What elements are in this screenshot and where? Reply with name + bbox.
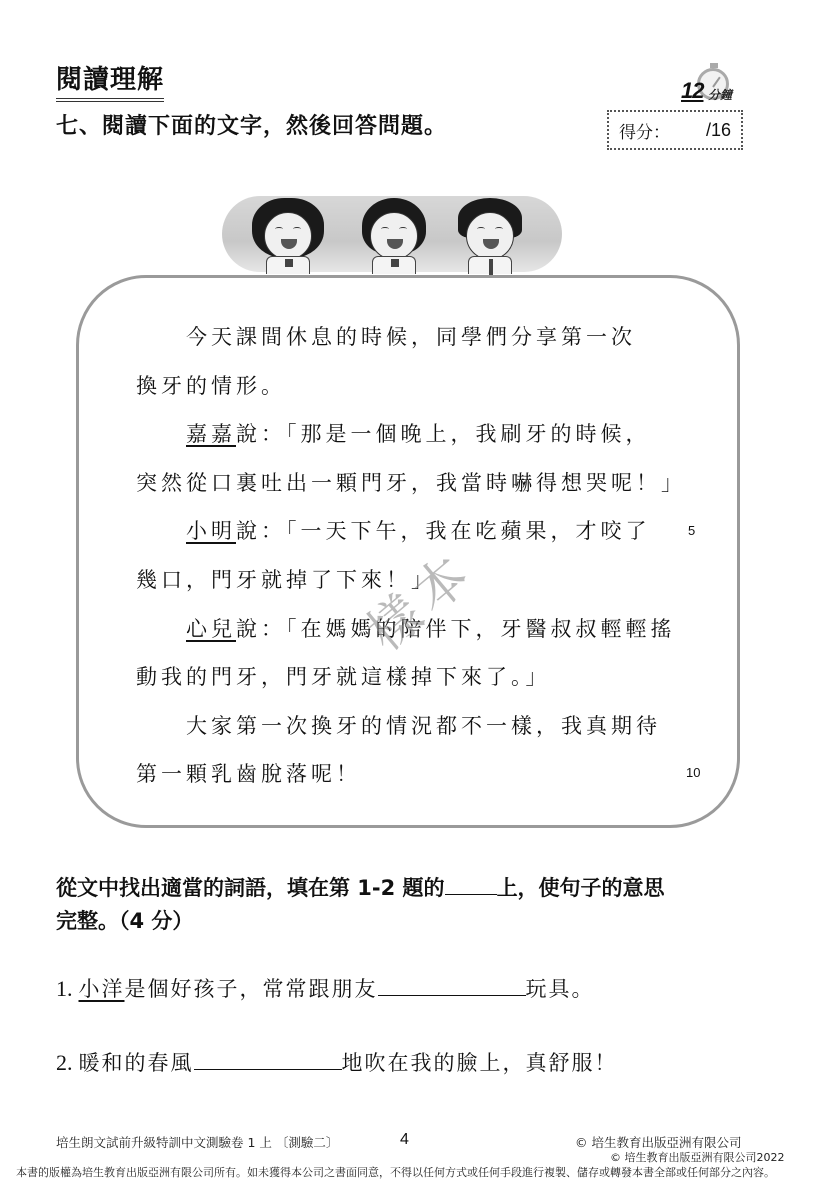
answer-blank-1[interactable]	[378, 972, 526, 996]
time-limit-minutes: 12	[681, 78, 704, 103]
time-limit-unit: 分鐘	[708, 88, 733, 102]
passage-line-5: 小明說：「一天下午，我在吃蘋果，才咬了	[186, 519, 651, 543]
speaker-name: 嘉嘉	[186, 422, 236, 446]
passage-line-9: 大家第一次換牙的情況都不一樣，我真期待	[186, 714, 661, 738]
score-label: 得分：	[619, 122, 670, 143]
question-number: 2.	[56, 1050, 73, 1075]
passage-line-3: 嘉嘉說：「那是一個晚上，我刷牙的時候，	[186, 422, 651, 446]
exercise-instruction: 從文中找出適當的詞語，填在第 1-2 題的 上，使句子的意思 完整。（4 分）	[56, 872, 756, 938]
speaker-name: 小明	[186, 519, 236, 543]
line-number-5: 5	[688, 523, 696, 538]
student-boy-icon	[454, 198, 526, 278]
question-2: 2. 暖和的春風 地吹在我的臉上，真舒服！	[56, 1046, 618, 1078]
passage-line-8: 動我的門牙，門牙就這樣掉下來了。」	[136, 665, 551, 689]
passage-line-7: 心兒說：「在媽媽的陪伴下，牙醫叔叔輕輕搖	[186, 617, 676, 641]
students-illustration	[222, 196, 562, 272]
blank-example	[445, 873, 497, 895]
footer-copyright-year: © 培生教育出版亞洲有限公司2022	[610, 1151, 785, 1164]
passage-line-10: 第一顆乳齒脫落呢！	[136, 762, 361, 786]
time-limit-badge	[675, 66, 755, 106]
question-number: 1.	[56, 976, 73, 1001]
passage-box	[76, 275, 740, 828]
question-instruction: 七、閱讀下面的文字，然後回答問題。	[56, 114, 448, 139]
section-title: 閱讀理解	[56, 64, 164, 102]
question-1: 1. 小洋是個好孩子，常常跟朋友 玩具。	[56, 972, 595, 1004]
passage-line-6: 幾口，門牙就掉了下來！」	[136, 568, 436, 592]
sample-watermark: 樣本	[356, 540, 487, 664]
footer-book-title: 培生朗文試前升級特訓中文測驗卷 1 上 〔測驗二〕	[56, 1135, 339, 1150]
page-number: 4	[400, 1131, 409, 1148]
footer-rights-notice: 本書的版權為培生教育出版亞洲有限公司所有。如未獲得本公司之書面同意，不得以任何方式或任何手段進行複製、儲存或轉發本書全部或任何部分之內容。	[16, 1166, 775, 1179]
student-girl-curly-icon	[252, 198, 324, 278]
passage-line-1: 今天課間休息的時候，同學們分享第一次	[186, 325, 636, 349]
passage-line-2: 換牙的情形。	[136, 374, 286, 398]
footer-copyright: © 培生教育出版亞洲有限公司	[575, 1135, 742, 1150]
score-total: /16	[705, 119, 731, 140]
student-girl-icon	[358, 198, 430, 278]
speaker-name: 心兒	[186, 617, 236, 641]
passage-line-4: 突然從口裏吐出一顆門牙，我當時嚇得想哭呢！」	[136, 471, 686, 495]
proper-noun: 小洋	[78, 977, 125, 1001]
answer-blank-2[interactable]	[194, 1046, 342, 1070]
score-box	[607, 110, 743, 150]
line-number-10: 10	[686, 765, 701, 780]
